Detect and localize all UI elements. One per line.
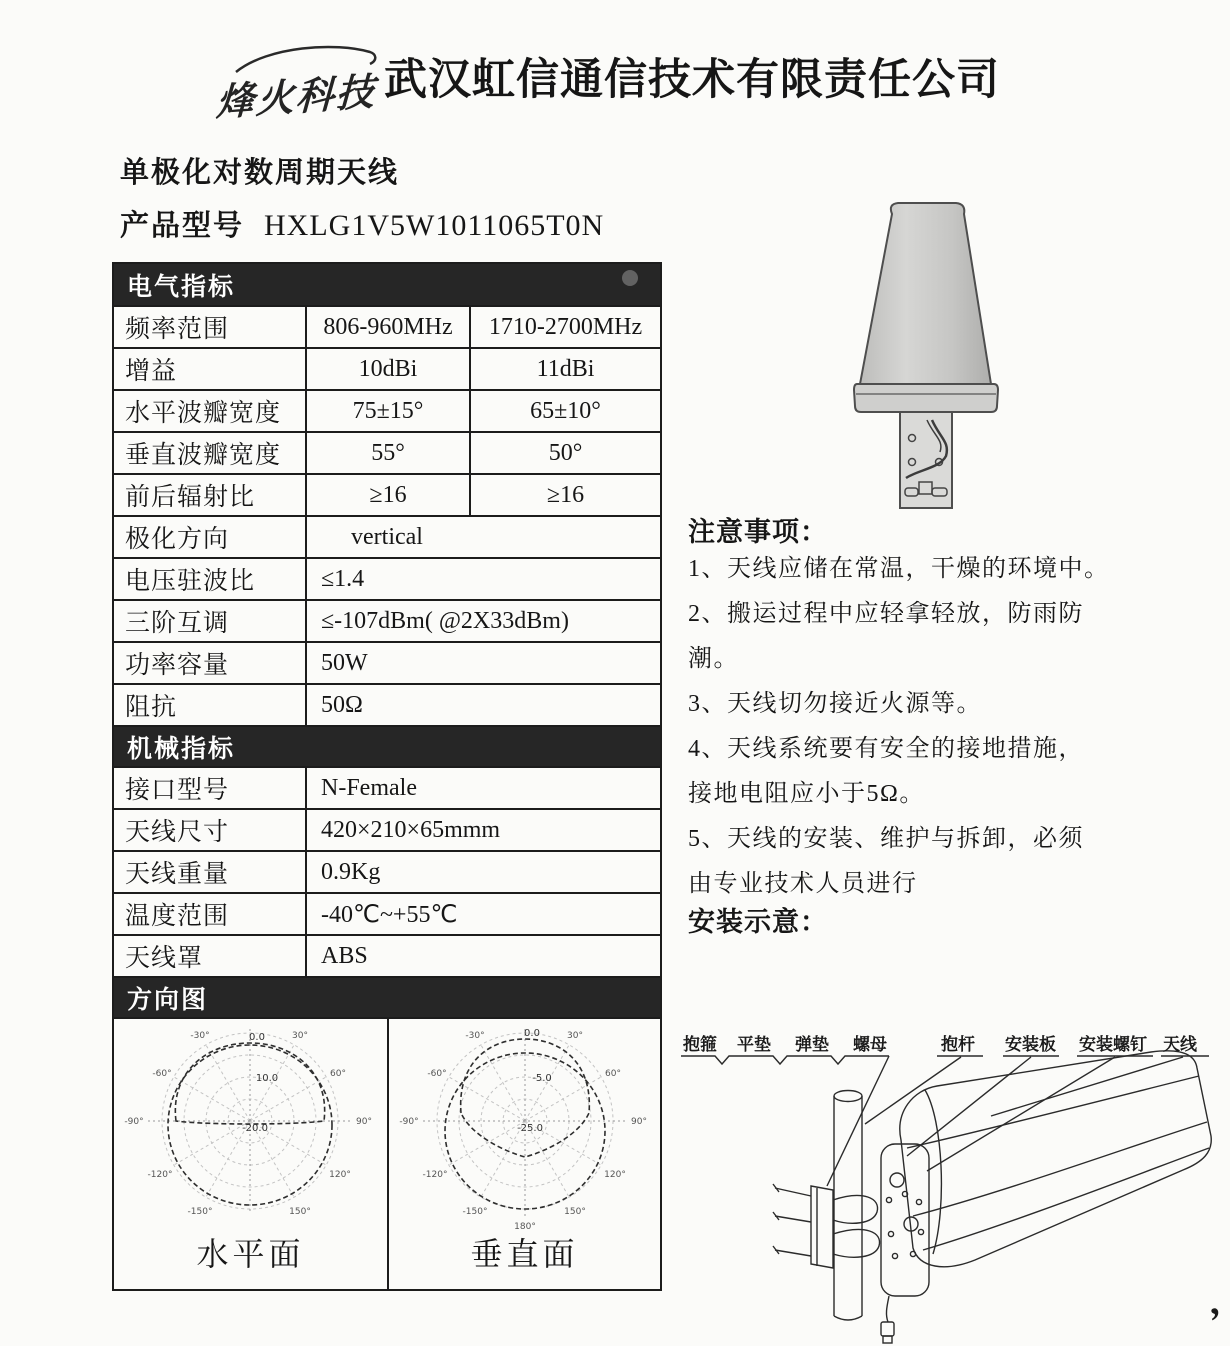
table-row xyxy=(114,431,660,473)
row-label: 极化方向 xyxy=(125,526,230,553)
row-value: 420×210×65mmm xyxy=(305,810,660,850)
row-label: 三阶互调 xyxy=(125,610,230,637)
table-row xyxy=(114,389,660,431)
note-line: 2、搬运过程中应轻拿轻放，防雨防 xyxy=(688,601,1084,627)
svg-text:120°: 120° xyxy=(604,1170,626,1180)
svg-text:90°: 90° xyxy=(631,1117,647,1127)
product-model-line xyxy=(120,203,604,244)
note-line: 潮。 xyxy=(688,646,739,672)
row-label: 电压驻波比 xyxy=(125,568,256,595)
row-value: -40℃~+55℃ xyxy=(305,894,660,934)
svg-text:180°: 180° xyxy=(514,1222,536,1232)
installation-drawing xyxy=(675,1028,1230,1346)
install-label-clamp: 抱箍 xyxy=(683,1035,717,1054)
section-title: 电气指标 xyxy=(127,272,236,301)
svg-text:-20.0: -20.0 xyxy=(242,1123,268,1134)
svg-text:30°: 30° xyxy=(567,1031,583,1041)
install-title: 安装示意： xyxy=(688,907,828,937)
table-row xyxy=(114,641,660,683)
table-row xyxy=(114,766,660,808)
svg-text:90°: 90° xyxy=(356,1117,372,1127)
row-label: 水平波瓣宽度 xyxy=(125,400,282,427)
row-label: 垂直波瓣宽度 xyxy=(125,442,282,469)
note-line: 5、天线的安装、维护与拆卸，必须 xyxy=(688,826,1084,852)
table-row xyxy=(114,473,660,515)
row-value: 50Ω xyxy=(305,685,660,725)
table-row xyxy=(114,934,660,976)
section-title: 方向图 xyxy=(127,985,209,1014)
scan-corner-mark: , xyxy=(1203,1280,1222,1324)
scan-artifact-dot xyxy=(622,270,638,286)
row-label: 功率容量 xyxy=(125,652,230,679)
svg-text:150°: 150° xyxy=(564,1207,586,1217)
svg-text:-60°: -60° xyxy=(427,1069,447,1079)
svg-text:-25.0: -25.0 xyxy=(517,1123,543,1134)
svg-text:150°: 150° xyxy=(289,1207,311,1217)
table-row xyxy=(114,850,660,892)
row-label: 接口型号 xyxy=(125,777,230,804)
table-row xyxy=(114,305,660,347)
row-value: 50W xyxy=(305,643,660,683)
model-label: 产品型号 xyxy=(120,210,245,242)
row-value-high-band: 50° xyxy=(469,433,660,473)
svg-text:0.0: 0.0 xyxy=(249,1032,265,1043)
row-value-low-band: ≥16 xyxy=(305,475,469,515)
svg-text:-5.0: -5.0 xyxy=(532,1073,552,1084)
svg-text:10.0: 10.0 xyxy=(255,1073,279,1084)
polar-plot-horizontal xyxy=(114,1021,386,1245)
notes-title: 注意事项： xyxy=(688,517,828,547)
table-row xyxy=(114,683,660,725)
table-row xyxy=(114,892,660,934)
notes-list xyxy=(688,548,1128,908)
note-line: 由专业技术人员进行 xyxy=(688,871,918,897)
row-label: 天线尺寸 xyxy=(125,819,230,846)
row-value: ABS xyxy=(305,936,660,976)
row-value-high-band: 11dBi xyxy=(469,349,660,389)
section-header-mechanical xyxy=(114,725,660,766)
row-value-low-band: 806-960MHz xyxy=(305,307,469,347)
row-value-low-band: 55° xyxy=(305,433,469,473)
note-line: 1、天线应储在常温，干燥的环境中。 xyxy=(688,556,1110,582)
row-value: vertical xyxy=(305,517,660,557)
install-label-nut: 螺母 xyxy=(853,1035,887,1054)
antenna-product-image xyxy=(828,186,1152,512)
row-value-high-band: 65±10° xyxy=(469,391,660,431)
row-label: 温度范围 xyxy=(125,903,230,930)
company-logo xyxy=(212,44,382,124)
row-label: 增益 xyxy=(125,358,178,385)
row-label: 阻抗 xyxy=(125,694,178,721)
svg-text:-90°: -90° xyxy=(399,1117,419,1127)
row-value: 0.9Kg xyxy=(305,852,660,892)
row-value: N-Female xyxy=(305,768,660,808)
section-header-electrical xyxy=(114,264,660,305)
svg-text:-30°: -30° xyxy=(190,1031,210,1041)
install-label-mounting-screws: 安装螺钉 xyxy=(1079,1035,1147,1054)
note-line: 接地电阻应小于5Ω。 xyxy=(688,781,925,807)
svg-text:-60°: -60° xyxy=(152,1069,172,1079)
svg-text:-120°: -120° xyxy=(422,1170,448,1180)
row-value: ≤1.4 xyxy=(305,559,660,599)
pattern-caption-horizontal: 水平面 xyxy=(196,1236,305,1272)
table-row xyxy=(114,515,660,557)
row-value-low-band: 10dBi xyxy=(305,349,469,389)
svg-text:-150°: -150° xyxy=(187,1207,213,1217)
row-value: ≤-107dBm( @2X33dBm) xyxy=(305,601,660,641)
row-value-high-band: 1710-2700MHz xyxy=(469,307,660,347)
polar-plot-vertical xyxy=(389,1021,661,1245)
table-row xyxy=(114,347,660,389)
svg-text:120°: 120° xyxy=(329,1170,351,1180)
svg-text:-150°: -150° xyxy=(462,1207,488,1217)
pattern-diagrams xyxy=(114,1017,660,1289)
svg-text:30°: 30° xyxy=(292,1031,308,1041)
install-label-antenna: 天线 xyxy=(1163,1035,1197,1054)
svg-text:60°: 60° xyxy=(330,1069,346,1079)
svg-text:0.0: 0.0 xyxy=(524,1028,540,1039)
section-title: 机械指标 xyxy=(127,734,236,763)
section-header-patterns xyxy=(114,976,660,1017)
row-label: 天线罩 xyxy=(125,945,204,972)
pattern-vertical-plane xyxy=(387,1019,660,1289)
svg-text:-120°: -120° xyxy=(147,1170,173,1180)
table-row xyxy=(114,599,660,641)
install-label-flat-washer: 平垫 xyxy=(737,1035,771,1054)
note-line: 4、天线系统要有安全的接地措施， xyxy=(688,736,1084,762)
table-row xyxy=(114,557,660,599)
install-label-mounting-plate: 安装板 xyxy=(1005,1035,1056,1054)
pattern-caption-vertical: 垂直面 xyxy=(470,1236,579,1272)
product-title: 单极化对数周期天线 xyxy=(120,157,400,189)
row-value-high-band: ≥16 xyxy=(469,475,660,515)
spec-tables xyxy=(112,262,662,1291)
company-name: 武汉虹信通信技术有限责任公司 xyxy=(384,56,1000,104)
pattern-horizontal-plane xyxy=(114,1019,387,1289)
note-line: 3、天线切勿接近火源等。 xyxy=(688,691,982,717)
row-label: 频率范围 xyxy=(125,316,230,343)
row-label: 天线重量 xyxy=(125,861,230,888)
svg-text:-30°: -30° xyxy=(465,1031,485,1041)
row-value-low-band: 75±15° xyxy=(305,391,469,431)
svg-text:60°: 60° xyxy=(605,1069,621,1079)
logo-text: 烽火科技 xyxy=(215,71,377,125)
row-label: 前后辐射比 xyxy=(125,484,256,511)
installation-diagram xyxy=(675,1028,1230,1346)
model-value: HXLG1V5W1011065T0N xyxy=(264,209,605,242)
install-label-spring-washer: 弹垫 xyxy=(795,1035,829,1054)
table-row xyxy=(114,808,660,850)
svg-text:-90°: -90° xyxy=(124,1117,144,1127)
install-label-pole: 抱杆 xyxy=(941,1035,975,1054)
